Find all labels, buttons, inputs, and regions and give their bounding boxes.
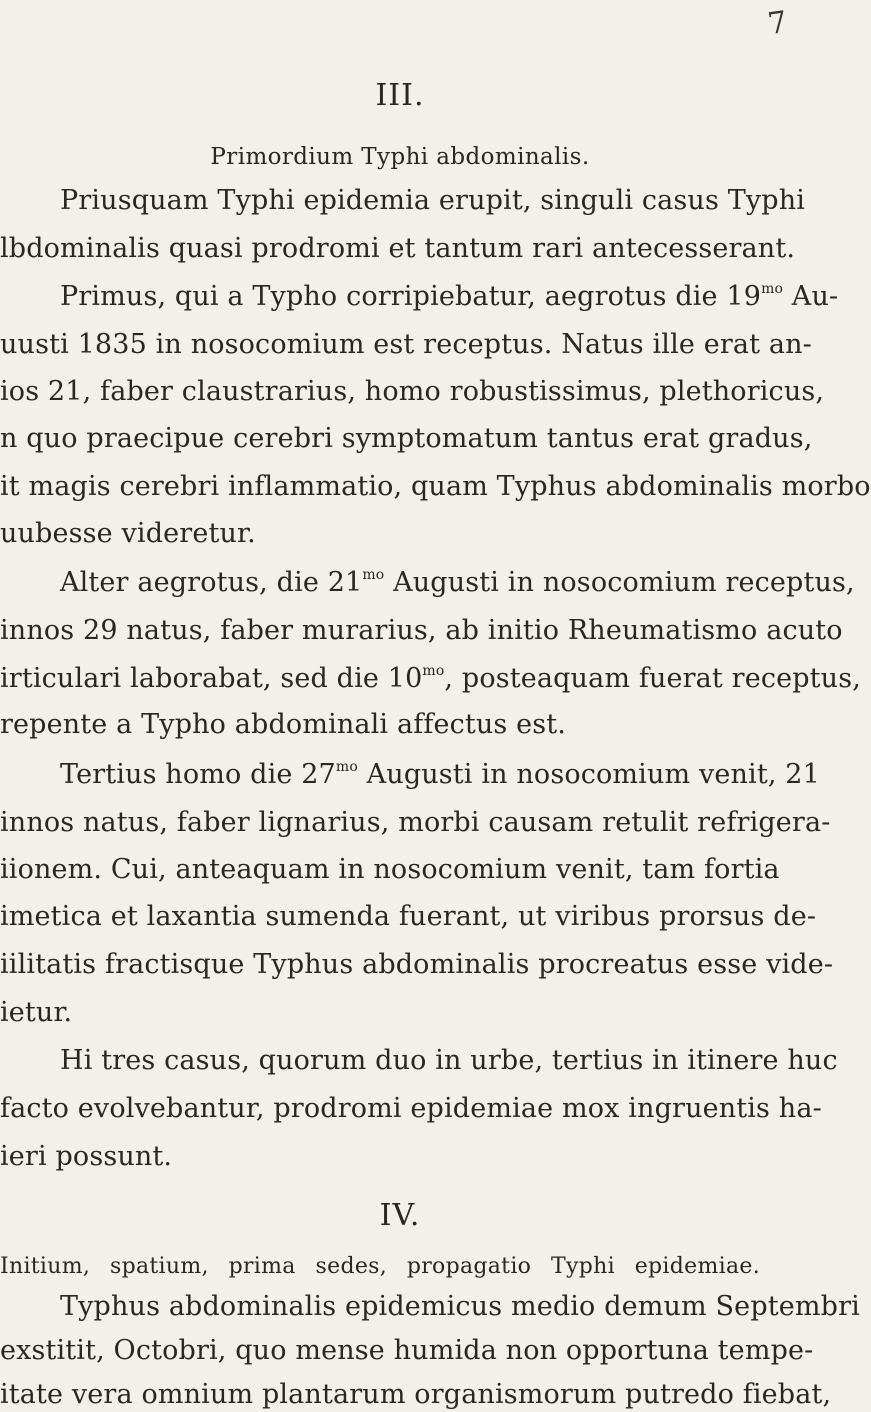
text-line: imetica et laxantia sumenda fuerant, ut viribus prorsus de- [0,901,817,932]
text-line: uusti 1835 in nosocomium est receptus. Natus ille erat an- [0,329,812,360]
text-line: Alter aegrotus, die $21^{mo}$ Augusti in nosocomium receptus, [60,567,855,598]
text-line: ietur. [0,997,73,1028]
text-line: lbdominalis quasi prodromi et tantum rari antecesserant. [0,233,796,264]
ordinal-suffix: mo [422,663,445,679]
ordinal-suffix: mo [362,567,385,583]
ordinal-suffix: mo [335,759,358,775]
text-line: itate vera omnium plantarum organismorum putredo fiebat, [0,1379,832,1410]
text-line: iionem. Cui, anteaquam in nosocomium venit, tam fortia [0,854,780,885]
text-line: Priusquam Typhi epidemia erupit, singuli casus Typhi [60,185,806,216]
text-line: Typhus abdominalis epidemicus medio demum Septembri [60,1291,860,1322]
section-title-iii: Primordium Typhi abdominalis. [210,144,590,170]
text-line: facto evolvebantur, prodromi epidemiae mox ingruentis ha- [0,1093,822,1124]
section-title-iv: Initium, spatium, prima sedes, propagatio Typhi epidemiae. [0,1254,760,1279]
ordinal-suffix: mo [761,281,784,297]
section-numeral-iii: III. [375,78,425,113]
text-line: irticulari laborabat, sed die $10^{mo}$, posteaquam fuerat receptus, [0,663,861,694]
text-line: exstitit, Octobri, quo mense humida non opportuna tempe- [0,1335,814,1366]
text-line: Primus, qui a Typho corripiebatur, aegrotus die $19^{mo}$ Au- [60,281,839,312]
text-line: innos 29 natus, faber murarius, ab initio Rheumatismo acuto [0,615,843,646]
text-line: uubesse videretur. [0,518,256,549]
text-line: iilitatis fractisque Typhus abdominalis procreatus esse vide- [0,949,834,980]
page-number: 7 [765,4,790,43]
text-line: ios 21, faber claustrarius, homo robustissimus, plethoricus, [0,376,825,407]
text-line: Hi tres casus, quorum duo in urbe, tertius in itinere huc [60,1045,838,1076]
text-line: innos natus, faber lignarius, morbi causam retulit refrigera- [0,807,831,838]
text-line: it magis cerebri inflammatio, quam Typhus abdominalis morbo [0,471,871,502]
text-line: Tertius homo die $27^{mo}$ Augusti in nosocomium venit, 21 [60,759,820,790]
section-numeral-iv: IV. [379,1198,421,1233]
text-line: n quo praecipue cerebri symptomatum tantus erat gradus, [0,423,813,454]
text-line: repente a Typho abdominali affectus est. [0,709,567,740]
text-line: ieri possunt. [0,1141,173,1172]
